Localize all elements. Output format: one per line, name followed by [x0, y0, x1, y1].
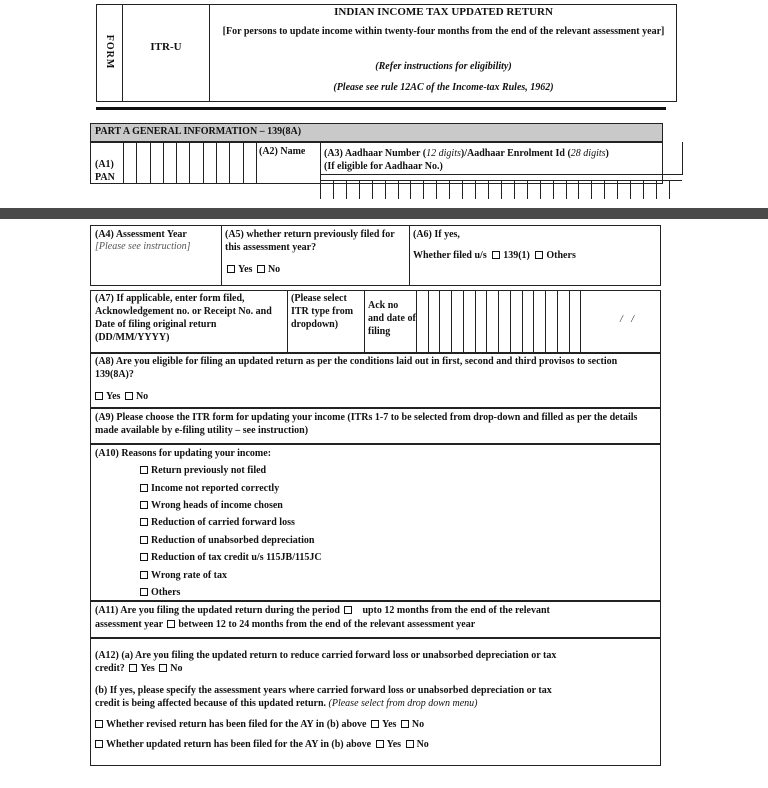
reason-checkbox[interactable] [140, 518, 148, 526]
part-a-heading: PART A GENERAL INFORMATION – 139(8A) [90, 123, 663, 142]
form-subtitle: [For persons to update income within twenty-four months from the end of the relevant assessment year] [222, 26, 665, 37]
revised-yes-checkbox[interactable] [371, 720, 379, 728]
a11-upto-12-checkbox[interactable] [344, 606, 352, 614]
reason-item: Reduction of unabsorbed depreciation [140, 534, 314, 547]
form-title: INDIAN INCOME TAX UPDATED RETURN [334, 6, 553, 18]
reason-item: Others [140, 586, 180, 599]
a12-question-a: (A12) (a) Are you filing the updated return to reduce carried forward loss or unabsorbed depreciation or tax [95, 650, 557, 661]
a6-139-1-checkbox[interactable] [492, 251, 500, 259]
a5-no-checkbox[interactable] [257, 265, 265, 273]
a12-question-b-line2: credit is being affected because of this updated return. (Please select from drop down menu) [95, 698, 478, 709]
reason-checkbox[interactable] [140, 484, 148, 492]
filing-date[interactable]: / / [620, 314, 635, 325]
eligibility-note: (Refer instructions for eligibility) [375, 61, 512, 72]
a10-label: (A10) Reasons for updating your income: [95, 448, 272, 459]
a7-divider-2 [364, 290, 365, 353]
rule-note: (Please see rule 12AC of the Income-tax Rules, 1962) [333, 82, 554, 93]
a4-hint: [Please see instruction] [95, 241, 191, 252]
form-vertical-label: FORM [104, 34, 115, 70]
a3-aadhaar-label: (A3) Aadhaar Number (12 digits)/Aadhaar Enrolment Id (28 digits) [324, 148, 609, 159]
reason-item: Reduction of tax credit u/s 115JB/115JC [140, 551, 322, 564]
a8-no-checkbox[interactable] [125, 392, 133, 400]
a7-divider-1 [287, 290, 288, 353]
pan-input-cells[interactable] [123, 142, 257, 184]
reason-checkbox[interactable] [140, 588, 148, 596]
reason-checkbox[interactable] [140, 571, 148, 579]
a12-dropdown-hint[interactable]: (Please select from drop down menu) [328, 698, 478, 709]
header-divider-1 [122, 4, 123, 102]
a6-options: Whether filed u/s 139(1) Others [413, 250, 576, 261]
revised-no-checkbox[interactable] [401, 720, 409, 728]
pan-label: PAN [95, 172, 115, 183]
reason-item: Return previously not filed [140, 464, 266, 477]
itr-type-dropdown[interactable]: (Please select ITR type from dropdown) [291, 293, 354, 330]
a8-options: Yes No [95, 390, 148, 403]
a11-line1: (A11) Are you filing the updated return during the period upto 12 months from the end of the relevant [95, 605, 550, 616]
aadhaar-box [320, 142, 683, 175]
page-break-band [0, 208, 768, 219]
reason-checkbox[interactable] [140, 536, 148, 544]
reason-checkbox[interactable] [140, 466, 148, 474]
a6-others-checkbox[interactable] [535, 251, 543, 259]
a4-label: (A4) Assessment Year [95, 229, 187, 240]
a12-updated-row: Whether updated return has been filed for the AY in (b) above Yes No [95, 738, 429, 751]
a3-aadhaar-note: (If eligible for Aadhaar No.) [324, 161, 443, 172]
a12-question-a-options: credit? Yes No [95, 663, 183, 674]
updated-no-checkbox[interactable] [406, 740, 414, 748]
updated-yes-checkbox[interactable] [376, 740, 384, 748]
a6-label: (A6) If yes, [413, 229, 460, 240]
aadhaar-input-cells[interactable] [320, 180, 682, 199]
a8-yes-checkbox[interactable] [95, 392, 103, 400]
reason-item: Reduction of carried forward loss [140, 516, 295, 529]
header-rule-thick [96, 107, 666, 110]
a4-divider [221, 225, 222, 286]
a5-options: Yes No [227, 263, 280, 276]
a5-divider [409, 225, 410, 286]
a12-question-b: (b) If yes, please specify the assessment years where carried forward loss or unabsorbed depreciation or tax [95, 685, 552, 696]
updated-return-checkbox[interactable] [95, 740, 103, 748]
reason-checkbox[interactable] [140, 501, 148, 509]
a9-label[interactable]: (A9) Please choose the ITR form for updating your income (ITRs 1-7 to be selected from drop-down and filled as per the details made available by e-filing utility – see instruction) [95, 412, 638, 436]
reason-item: Income not reported correctly [140, 482, 279, 495]
a12-revised-row: Whether revised return has been filed for the AY in (b) above Yes No [95, 718, 424, 731]
ack-input-cells[interactable] [416, 290, 592, 353]
reason-item: Wrong rate of tax [140, 569, 227, 582]
a5-label: (A5) whether return previously filed for this assessment year? [225, 229, 395, 253]
reason-item: Wrong heads of income chosen [140, 499, 283, 512]
a2-name-label: (A2) Name [259, 146, 306, 157]
form-name: ITR-U [150, 41, 182, 53]
a7-label: (A7) If applicable, enter form filed, Acknowledgement no. or Receipt No. and Date of filing original return (DD/MM/YYYY) [95, 293, 272, 343]
a11-line2: assessment year between 12 to 24 months from the end of the relevant assessment year [95, 619, 476, 630]
a12-no-checkbox[interactable] [159, 664, 167, 672]
a5-yes-checkbox[interactable] [227, 265, 235, 273]
ack-label: Ack no and date of filing [368, 300, 416, 337]
reason-checkbox[interactable] [140, 553, 148, 561]
a1-label: (A1) [95, 159, 114, 170]
revised-return-checkbox[interactable] [95, 720, 103, 728]
a8-label: (A8) Are you eligible for filing an updated return as per the conditions laid out in first, second and third provisos to section 139(8A)? [95, 356, 618, 380]
a11-12-to-24-checkbox[interactable] [167, 620, 175, 628]
a12-yes-checkbox[interactable] [129, 664, 137, 672]
